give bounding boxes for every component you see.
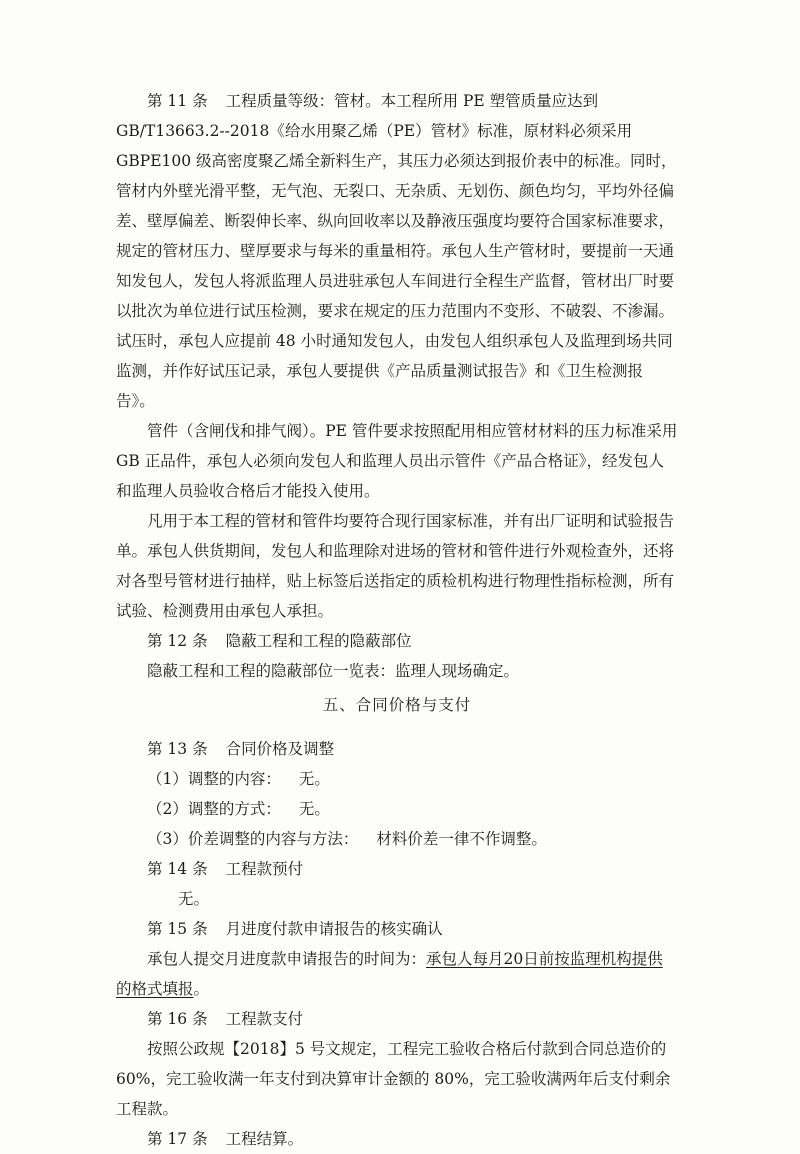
item-value: 无。 [298,800,330,818]
article-14-text: 无。 [178,890,210,908]
item-value: 材料价差一律不作调整。 [376,830,547,848]
article-11-paragraph-1 [116,86,678,416]
article-15-text-suffix: 。 [193,980,210,998]
article-13-title: 合同价格及调整 [225,740,335,758]
section-5-title: 五、合同价格与支付 [322,696,472,714]
article-11-label: 第 11 条 [147,92,208,110]
article-15-title: 月进度付款申请报告的核实确认 [225,920,443,938]
article-14-title: 工程款预付 [225,860,304,878]
article-13-item-2 [116,794,678,824]
article-12-text: 隐蔽工程和工程的隐蔽部位一览表：监理人现场确定。 [147,662,520,680]
article-16-label: 第 16 条 [147,1010,208,1028]
article-15-text [116,944,678,1004]
article-11-paragraph-3: 凡用于本工程的管材和管件均要符合现行国家标准，并有出厂证明和试验报告单。承包人供货期间，发包人和监理除对进场的管材和管件进行外观检查外，还将对各型号管材进行抽样，贴上标签后送指定的质检机构进行物理性指标检测，所有试验、检测费用由承包人承担。 [116,512,675,620]
item-label: （2）调整的方式： [147,800,281,818]
article-15-text-prefix: 承包人提交月进度款申请报告的时间为： [147,950,427,968]
item-label: （3）价差调整的内容与方法： [147,830,359,848]
article-12-heading [116,626,678,656]
article-13-heading [116,734,678,764]
article-12-title: 隐蔽工程和工程的隐蔽部位 [225,632,412,650]
article-16-heading [116,1004,678,1034]
article-13-label: 第 13 条 [147,740,208,758]
article-11-paragraph-2: 管件（含闸伐和排气阀）。PE 管件要求按照配用相应管材材料的压力标准采用 GB 正品件，承包人必须向发包人和监理人员出示管件《产品合格证》，经发包人和监理人员验收合格后才能投入使用。 [116,422,678,500]
article-15-heading [116,914,678,944]
article-14-heading [116,854,678,884]
article-12-label: 第 12 条 [147,632,208,650]
article-14-label: 第 14 条 [147,860,208,878]
item-value: 无。 [298,770,330,788]
item-label: （1）调整的内容： [147,770,281,788]
article-16-text: 按照公政规【2018】5 号文规定，工程完工验收合格后付款到合同总造价的 60%，完工验收满一年支付到决算审计金额的 80%，完工验收满两年后支付剩余工程款。 [116,1040,671,1118]
article-17-heading [116,1124,678,1154]
article-13-item-3 [116,824,678,854]
article-17-label: 第 17 条 [147,1130,208,1148]
article-16-title: 工程款支付 [225,1010,304,1028]
article-13-item-1 [116,764,678,794]
article-15-underlined-text: 承包人每月20日前按监理机构提供的格式填报 [116,950,663,998]
article-15-label: 第 15 条 [147,920,208,938]
document-body [116,86,678,1154]
article-11-text-1: 工程质量等级：管材。本工程所用 PE 塑管质量应达到 GB/T13663.2--2018《给水用聚乙烯（PE）管材》标准，原材料必须采用 GBPE100 级高密度聚乙烯全新料生产，其压力必须达到报价表中的标准。同时，管材内外壁光滑平整，无气泡、无裂口、无杂质、无划伤、颜色均匀，平均外径偏差、壁厚偏差、断裂伸长率、纵向回收率以及静液压强度均要符合国家标准要求，规定的管材压力、壁厚要求与每米的重量相符。承包人生产管材时，要提前一天通知发包人，发包人将派监理人员进驻承包人车间进行全程生产监督，管材出厂时要以批次为单位进行试压检测，要求在规定的压力范围内不变形、不破裂、不渗漏。试压时，承包人应提前 48 小时通知发包人，由发包人组织承包人及监理到场共同监测，并作好试压记录，承包人要提供《产品质量测试报告》和《卫生检测报告》。 [116,92,677,410]
article-17-title: 工程结算。 [225,1130,304,1148]
